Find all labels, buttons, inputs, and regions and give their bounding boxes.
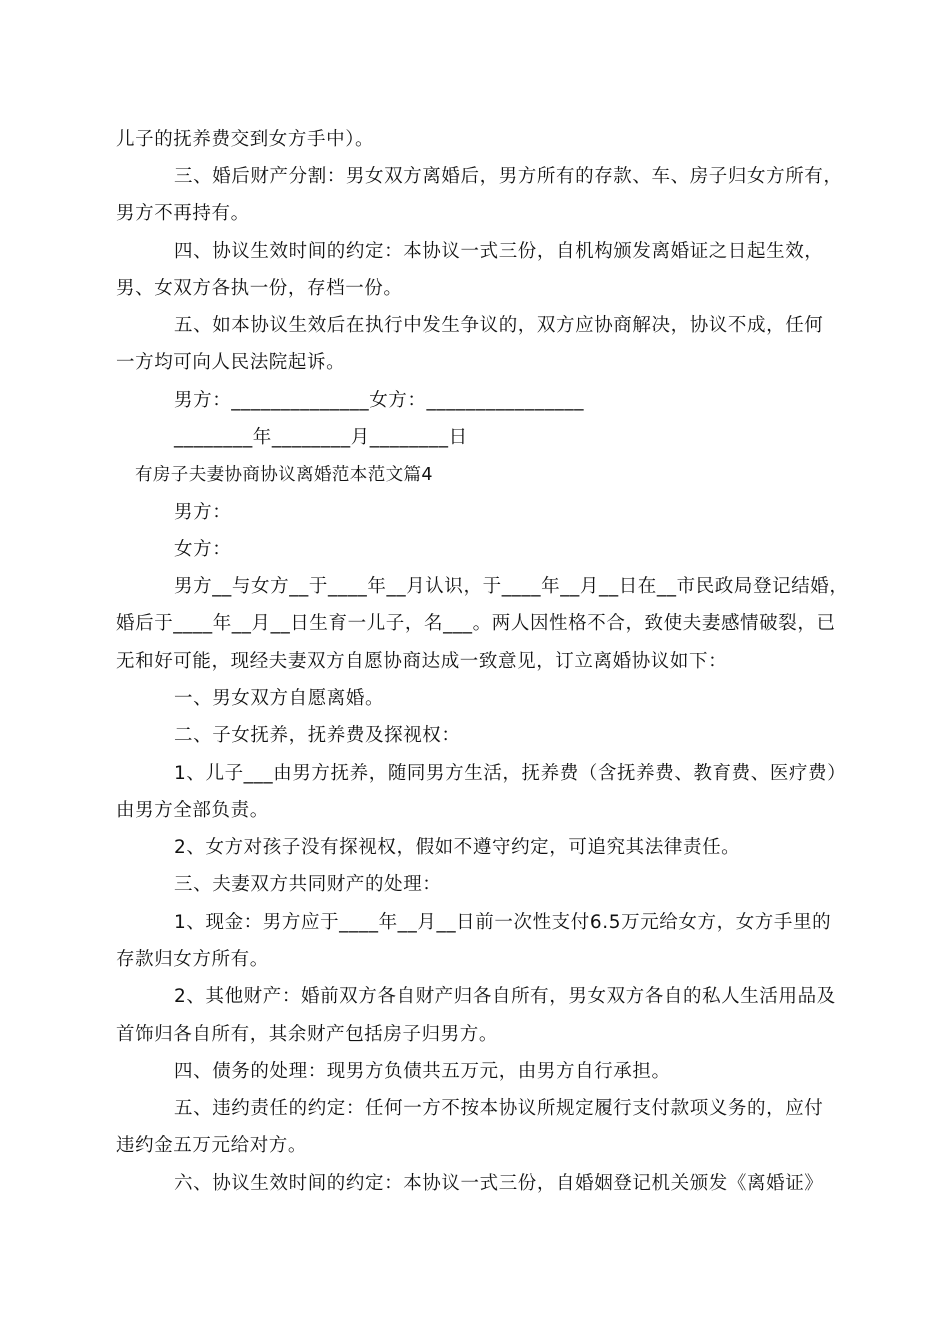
text-line-26: 四、债务的处理：现男方负债共五万元，由男方自行承担。	[174, 1061, 671, 1082]
husband-label: 男方：	[174, 502, 232, 523]
text-line-22: 1、现金：男方应于____年__月__日前一次性支付6.5万元给女方，女方手里的	[174, 912, 832, 933]
text-line-1: 儿子的抚养费交到女方手中）。	[116, 129, 375, 150]
date-line: ________年________月________日	[174, 427, 468, 448]
text-line-17: 二、子女抚养，抚养费及探视权：	[174, 725, 461, 746]
text-line-27: 五、违约责任的约定：任何一方不按本协议所规定履行支付款项义务的，应付	[174, 1098, 824, 1119]
text-line-7: 一方均可向人民法院起诉。	[116, 352, 346, 373]
text-line-4: 四、协议生效时间的约定：本协议一式三份，自机构颁发离婚证之日起生效，	[174, 241, 824, 262]
text-line-24: 2、其他财产：婚前双方各自财产归各自所有，男女双方各自的私人生活用品及	[174, 986, 836, 1007]
section-title: 有房子夫妻协商协议离婚范本范文篇4	[135, 465, 433, 485]
text-line-20: 2、女方对孩子没有探视权，假如不遵守约定，可追究其法律责任。	[174, 837, 741, 858]
text-line-18: 1、儿子___由男方抚养，随同男方生活，抚养费（含抚养费、教育费、医疗费）	[174, 763, 847, 784]
wife-label: 女方：	[174, 539, 232, 560]
text-line-25: 首饰归各自所有，其余财产包括房子归男方。	[116, 1024, 499, 1045]
text-line-6: 五、如本协议生效后在执行中发生争议的，双方应协商解决，协议不成，任何	[174, 315, 824, 336]
text-line-28: 违约金五万元给对方。	[116, 1135, 308, 1156]
text-line-29: 六、协议生效时间的约定：本协议一式三份，自婚姻登记机关颁发《离婚证》	[174, 1173, 824, 1194]
text-line-5: 男、女双方各执一份，存档一份。	[116, 278, 403, 299]
signature-line: 男方：______________女方：________________	[174, 390, 585, 411]
text-line-2: 三、婚后财产分割：男女双方离婚后，男方所有的存款、车、房子归女方所有，	[174, 166, 843, 187]
text-line-19: 由男方全部负责。	[116, 800, 269, 821]
text-line-16: 一、男女双方自愿离婚。	[174, 688, 385, 709]
text-line-15: 无和好可能，现经夫妻双方自愿协商达成一致意见，订立离婚协议如下：	[116, 651, 728, 672]
text-line-13: 男方__与女方__于____年__月认识，于____年__月__日在__市民政局登记结婚，	[174, 576, 849, 597]
text-line-23: 存款归女方所有。	[116, 949, 269, 970]
text-line-21: 三、夫妻双方共同财产的处理：	[174, 874, 442, 895]
text-line-3: 男方不再持有。	[116, 203, 250, 224]
text-line-14: 婚后于____年__月__日生育一儿子，名___。两人因性格不合，致使夫妻感情破裂，已	[116, 613, 836, 634]
